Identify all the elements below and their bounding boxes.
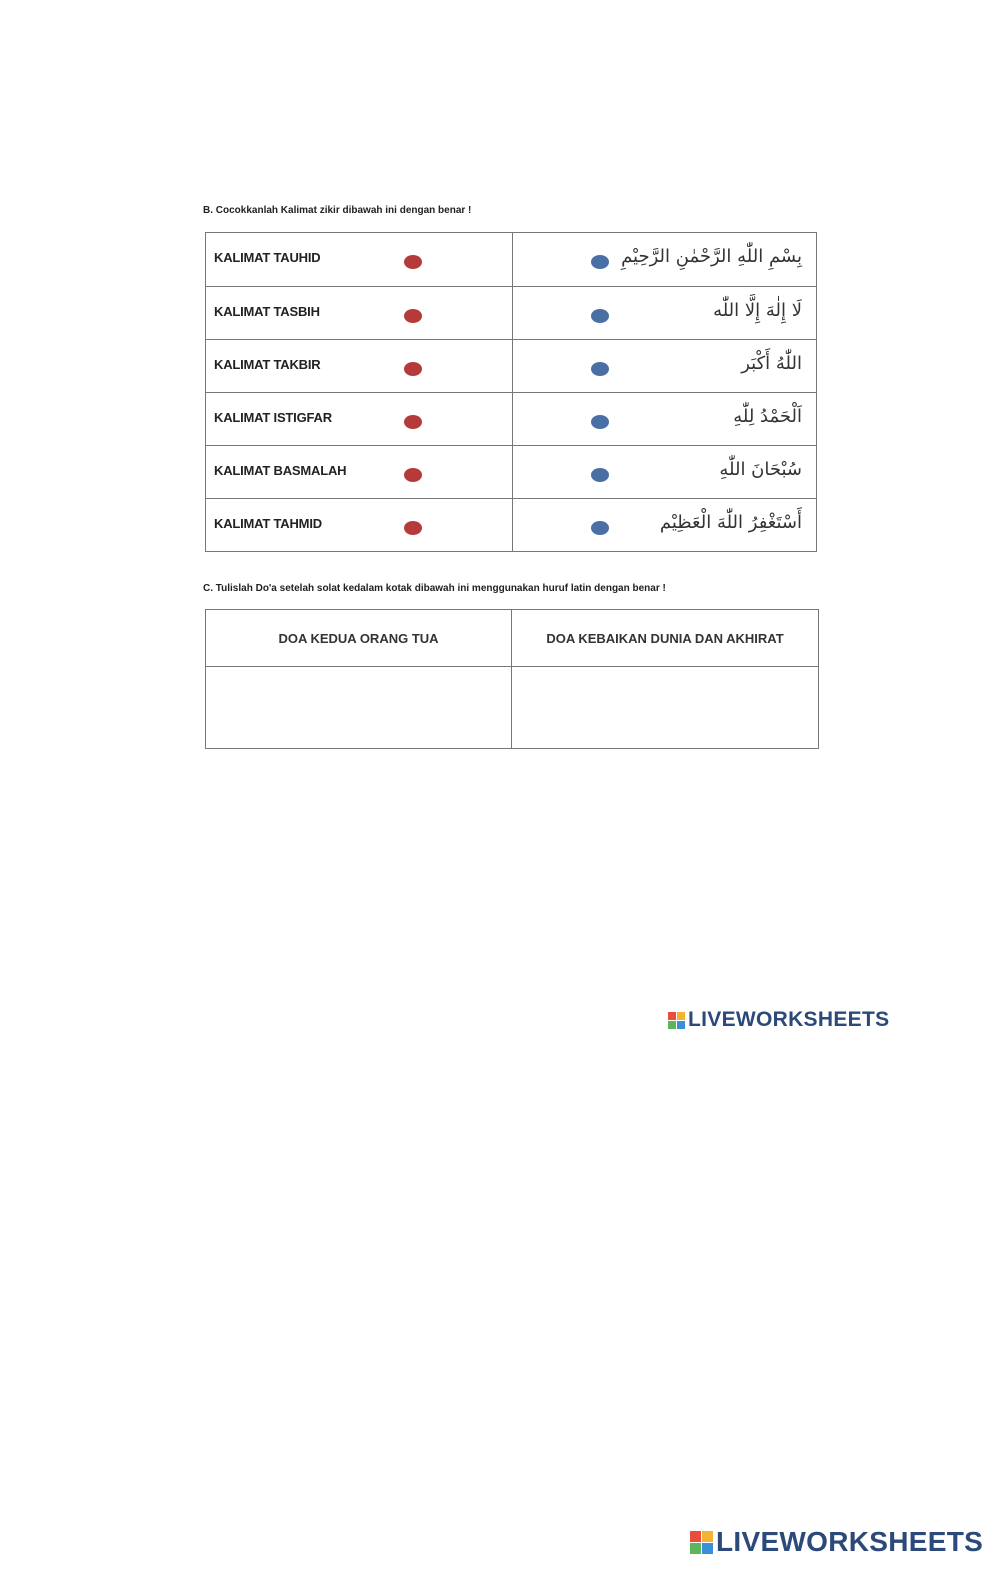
doa-column-header: DOA KEBAIKAN DUNIA DAN AKHIRAT — [546, 631, 784, 646]
doa-column-header: DOA KEDUA ORANG TUA — [278, 631, 439, 646]
match-row — [206, 339, 816, 392]
arabic-phrase: سُبْحَانَ اللّٰهِ — [719, 459, 802, 480]
logo-text: LIVEWORKSHEETS — [716, 1526, 984, 1557]
left-connector-dot[interactable] — [404, 309, 422, 323]
match-row — [206, 445, 816, 498]
right-connector-dot[interactable] — [591, 362, 609, 376]
zikir-label: KALIMAT BASMALAH — [214, 463, 347, 478]
zikir-label: KALIMAT ISTIGFAR — [214, 410, 332, 425]
left-connector-dot[interactable] — [404, 521, 422, 535]
doa-table — [205, 609, 819, 749]
logo-squares-icon — [668, 1012, 685, 1029]
left-connector-dot[interactable] — [404, 415, 422, 429]
match-row — [206, 392, 816, 445]
logo-squares-icon — [690, 1531, 713, 1554]
right-connector-dot[interactable] — [591, 255, 609, 269]
arabic-phrase: اَلْحَمْدُ لِلّٰهِ — [733, 406, 802, 427]
left-connector-dot[interactable] — [404, 468, 422, 482]
section-b-heading: B. Cocokkanlah Kalimat zikir dibawah ini dengan benar ! — [203, 205, 472, 216]
arabic-phrase: بِسْمِ اللّٰهِ الرَّحْمٰنِ الرَّحِيْمِ — [621, 246, 802, 267]
right-connector-dot[interactable] — [591, 309, 609, 323]
right-connector-dot[interactable] — [591, 415, 609, 429]
answer-box-orang-tua[interactable] — [206, 667, 511, 749]
left-connector-dot[interactable] — [404, 255, 422, 269]
left-connector-dot[interactable] — [404, 362, 422, 376]
right-connector-dot[interactable] — [591, 521, 609, 535]
answer-box-dunia-akhirat[interactable] — [512, 667, 818, 749]
matching-table — [205, 232, 817, 552]
match-row — [206, 498, 816, 551]
section-c-heading: C. Tulislah Do'a setelah solat kedalam kotak dibawah ini menggunakan huruf latin dengan benar ! — [203, 583, 666, 594]
arabic-phrase: أَسْتَغْفِرُ اللّٰهَ الْعَظِيْم — [659, 512, 802, 533]
liveworksheets-logo — [668, 1008, 889, 1032]
match-row — [206, 286, 816, 339]
arabic-phrase: اللّٰهُ أَكْبَر — [741, 353, 802, 374]
arabic-phrase: لَا إِلٰهَ إِلَّا اللّٰه — [713, 300, 802, 321]
match-row — [206, 233, 816, 286]
logo-text: LIVEWORKSHEETS — [688, 1008, 890, 1031]
zikir-label: KALIMAT TAUHID — [214, 250, 321, 265]
zikir-label: KALIMAT TASBIH — [214, 304, 320, 319]
liveworksheets-footer-logo — [690, 1526, 983, 1558]
zikir-label: KALIMAT TAHMID — [214, 516, 322, 531]
right-connector-dot[interactable] — [591, 468, 609, 482]
zikir-label: KALIMAT TAKBIR — [214, 357, 321, 372]
